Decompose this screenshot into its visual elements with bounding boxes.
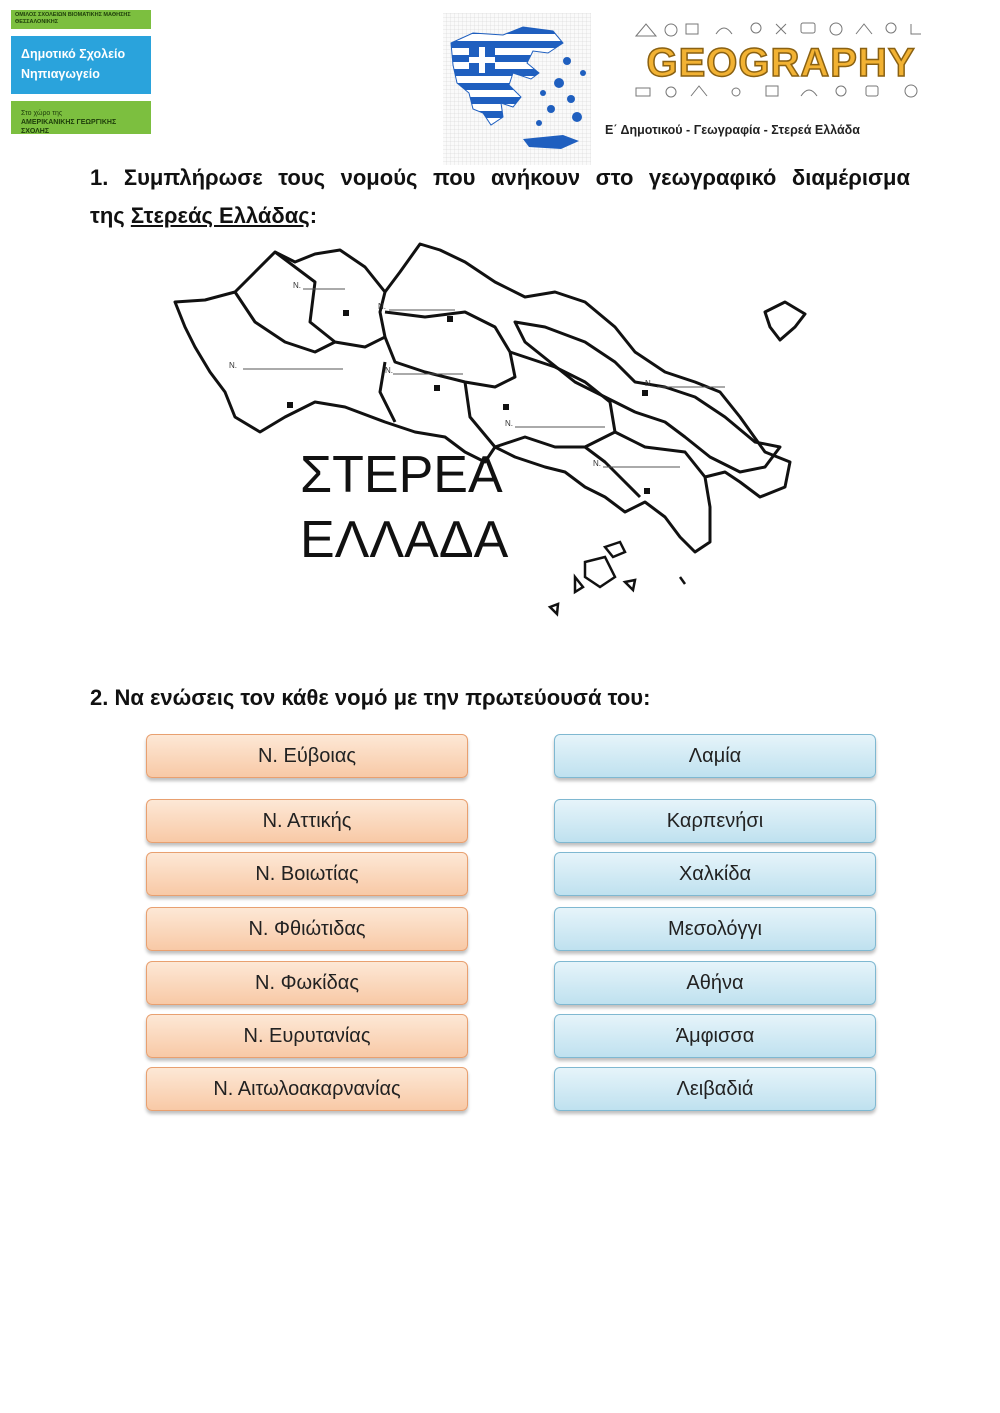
geography-banner-image (626, 16, 936, 102)
capital-button-mesologgi[interactable]: Μεσολόγγι (554, 907, 876, 951)
question1-suffix: : (309, 203, 318, 228)
prefecture-button-voiotia[interactable]: Ν. Βοιωτίας (146, 852, 468, 896)
capital-button-chalkida[interactable]: Χαλκίδα (554, 852, 876, 896)
worksheet-subtitle: Ε΄ Δημοτικού - Γεωγραφία - Στερεά Ελλάδα (605, 123, 860, 137)
greece-flag-map-image (443, 13, 591, 165)
capital-button-lamia[interactable]: Λαμία (554, 734, 876, 778)
logo-school-line2: Νηπιαγωγείο (21, 67, 100, 81)
logo-top-text: ΟΜΙΛΟΣ ΣΧΟΛΕΙΩΝ ΒΙΟΜΑΤΙΚΗΣ ΜΑΘΗΣΗΣ ΘΕΣΣΑΛΟΝΙΚΗΣ (15, 12, 131, 25)
prefecture-button-fthiotida[interactable]: Ν. Φθιώτιδας (146, 907, 468, 951)
capital-button-karpenisi[interactable]: Καρπενήσι (554, 799, 876, 843)
question1-prefix: της (90, 203, 131, 228)
question1-region-name: Στερεάς Ελλάδας (130, 203, 310, 228)
map-blank-label: Ν. (385, 366, 393, 375)
geography-banner-text: GEOGRAPHY (646, 41, 916, 85)
question1-line2 (90, 203, 317, 229)
map-blank-label: Ν. (593, 459, 601, 468)
school-logo-bottom (11, 101, 151, 134)
prefecture-button-evrytania[interactable]: Ν. Ευρυτανίας (146, 1014, 468, 1058)
capital-button-amfissa[interactable]: Άμφισσα (554, 1014, 876, 1058)
logo-school-line1: Δημοτικό Σχολείο (21, 47, 126, 61)
logo-bottom-line2: ΑΜΕΡΙΚΑΝΙΚΗΣ ΓΕΩΡΓΙΚΗΣ ΣΧΟΛΗΣ (21, 119, 117, 135)
prefecture-button-fokida[interactable]: Ν. Φωκίδας (146, 961, 468, 1005)
sterea-ellada-map (165, 232, 825, 632)
prefecture-button-aitoloakarnania[interactable]: Ν. Αιτωλοακαρνανίας (146, 1067, 468, 1111)
map-blank-label: Ν. (645, 379, 653, 388)
map-blank-label: Ν. (229, 361, 237, 370)
question1-line1: 1. Συμπλήρωσε τους νομούς που ανήκουν στο γεωγραφικό διαμέρισμα (90, 165, 910, 190)
school-logo-main (11, 36, 151, 94)
school-logo-top (11, 10, 151, 29)
logo-bottom-line1: Στο χώρο της (21, 110, 63, 117)
map-blank-label: Ν. (293, 281, 301, 290)
prefecture-button-evia[interactable]: Ν. Εύβοιας (146, 734, 468, 778)
question2-text: 2. Να ενώσεις τον κάθε νομό με την πρωτεύουσά του: (90, 685, 651, 710)
map-blank-label: Ν. (505, 419, 513, 428)
capital-button-livadeia[interactable]: Λειβαδιά (554, 1067, 876, 1111)
map-blank-label: Ν. (378, 302, 386, 311)
map-title-line2: ΕΛΛΑΔΑ (300, 511, 509, 569)
prefecture-button-attiki[interactable]: Ν. Αττικής (146, 799, 468, 843)
capital-button-athina[interactable]: Αθήνα (554, 961, 876, 1005)
map-title-line1: ΣΤΕΡΕΑ (300, 446, 503, 504)
